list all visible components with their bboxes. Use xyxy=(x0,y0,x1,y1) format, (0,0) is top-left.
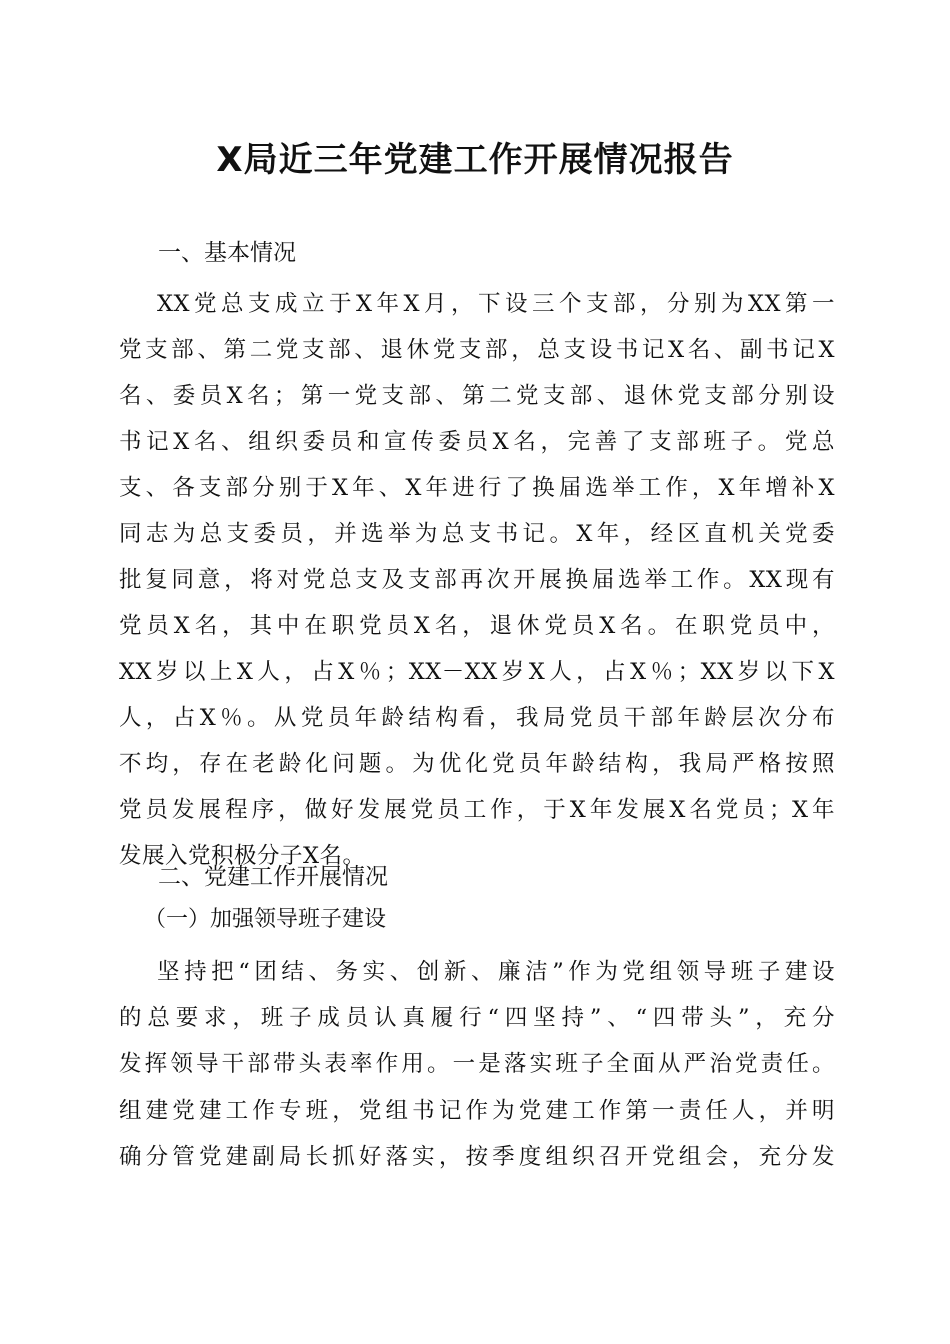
paragraph-line: 支、各支部分别于X年、X年进行了换届选举工作，X年增补X xyxy=(119,475,835,501)
paragraph-line: 书记X名、组织委员和宣传委员X名，完善了支部班子。党总 xyxy=(119,429,835,455)
paragraph-line: 坚持把“团结、务实、创新、廉洁”作为党组领导班子建设 xyxy=(157,959,835,985)
paragraph-line: 名、委员X名；第一党支部、第二党支部、退休党支部分别设 xyxy=(119,383,835,409)
section-heading-basic-info: 一、基本情况 xyxy=(158,240,296,266)
paragraph-line: 人，占X％。从党员年龄结构看，我局党员干部年龄层次分布 xyxy=(119,705,835,731)
paragraph-line: 党员发展程序，做好发展党员工作，于X年发展X名党员；X年 xyxy=(119,797,835,823)
paragraph-line: 发挥领导干部带头表率作用。一是落实班子全面从严治党责任。 xyxy=(119,1051,835,1078)
paragraph-line: 发展入党积极分子X名。 xyxy=(119,843,366,869)
leadership-paragraph xyxy=(119,949,835,1180)
paragraph-line: 组建党建工作专班，党组书记作为党建工作第一责任人，并明 xyxy=(119,1097,835,1124)
section-heading-party-work: 二、党建工作开展情况 xyxy=(158,864,388,890)
paragraph-line: XX岁以上X人，占X％；XX－XX岁X人，占X％；XX岁以下X xyxy=(119,659,835,685)
paragraph-line: XX党总支成立于X年X月，下设三个支部，分别为XX第一 xyxy=(157,291,835,317)
paragraph-line: 批复同意，将对党总支及支部再次开展换届选举工作。XX现有 xyxy=(119,567,835,593)
basic-info-paragraph xyxy=(119,281,835,879)
paragraph-line: 不均，存在老龄化问题。为优化党员年龄结构，我局严格按照 xyxy=(119,751,835,777)
paragraph-line: 的总要求，班子成员认真履行“四坚持”、“四带头”，充分 xyxy=(119,1005,835,1032)
document-title: X局近三年党建工作开展情况报告 xyxy=(216,140,734,180)
subsection-heading-leadership: （一）加强领导班子建设 xyxy=(144,907,387,932)
paragraph-line: 确分管党建副局长抓好落实，按季度组织召开党组会，充分发 xyxy=(119,1143,835,1170)
paragraph-line: 党员X名，其中在职党员X名，退休党员X名。在职党员中， xyxy=(119,613,835,639)
paragraph-line: 同志为总支委员，并选举为总支书记。X年，经区直机关党委 xyxy=(119,521,835,547)
paragraph-line: 党支部、第二党支部、退休党支部，总支设书记X名、副书记X xyxy=(119,337,835,363)
